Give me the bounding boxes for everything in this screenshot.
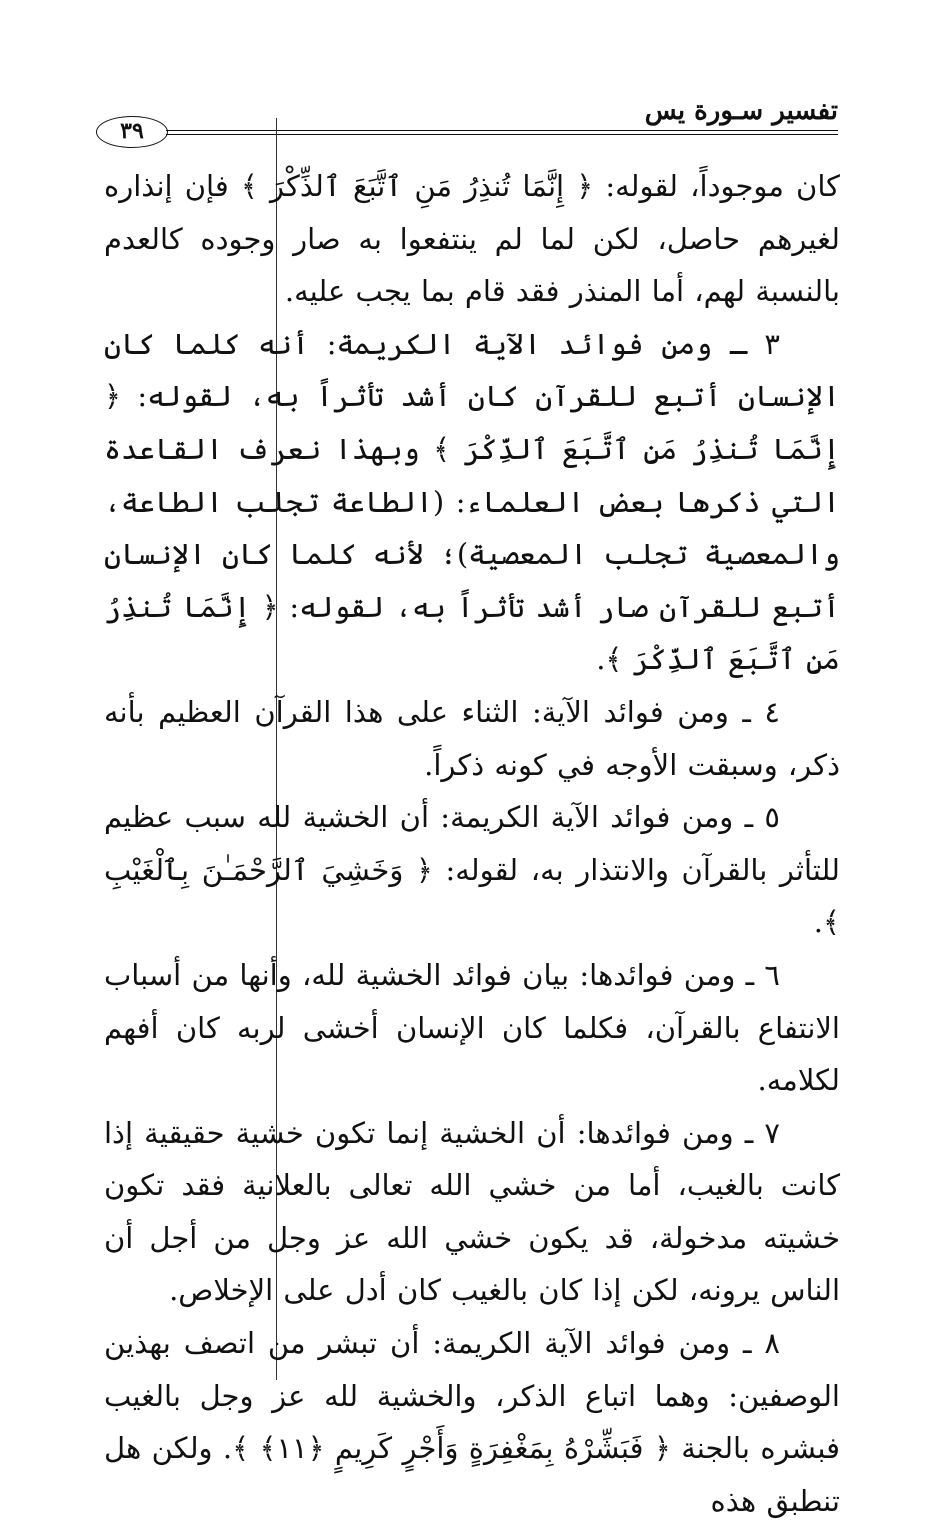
paragraph-benefit-6: ٦ ـ ومن فوائدها: بيان فوائد الخشية لله، وأنها من أسباب الانتفاع بالقرآن، فكلما كان الإنسان أخشى لربه كان أفهم لكلامه. (104, 957, 840, 1098)
paragraph-benefit-5: ٥ ـ ومن فوائد الآية الكريمة: أن الخشية لله سبب عظيم للتأثر بالقرآن والانتذار به، لقوله: ﴿ وَخَشِيَ ٱلرَّحْمَـٰنَ بِٱلْغَيْبِ ﴾. (104, 800, 840, 940)
paragraph-benefit-4: ٤ ـ ومن فوائد الآية: الثناء على هذا القرآن العظيم بأنه ذكر، وسبقت الأوجه في كونه ذكراً. (104, 694, 840, 782)
paragraph-benefit-7: ٧ ـ ومن فوائدها: أن الخشية إنما تكون خشية حقيقية إذا كانت بالغيب، أما من خشي الله تعالى بالعلانية فقد تكون خشيته مدخولة، قد يكون خشي الله عز وجل من أجل أن الناس يرونه، لكن إذا كان بالغيب كان أدل على الإخلاص. (104, 1115, 840, 1308)
paragraph-benefit-3: ٣ ـ ومن فوائد الآية الكريمة: أنه كلما كان الإنسان أتبع للقرآن كان أشد تأثراً به، لقوله: ﴿ إِنَّمَا تُنذِرُ مَنِ ٱتَّبَعَ ٱلذِّكْرَ ﴾ وبهذا نعرف القاعدة التي ذكرها بعض العلماء: (الطاعة تجلب الطاعة، والمعصية تجلب المعصية)؛ لأنه كلما كان الإنسان أتبع للقرآن صار أشد تأثراً به، لقوله: ﴿ إِنَّمَا تُنذِرُ مَنِ ٱتَّبَعَ ٱلذِّكْرَ ﴾. (104, 326, 840, 677)
paragraph-continuation: كان موجوداً، لقوله: ﴿ إِنَّمَا تُنذِرُ مَنِ ٱتَّبَعَ ٱلذِّكْرَ ﴾ فإن إنذاره لغيرهم حاصل، لكن لما لم ينتفعوا به صار وجوده كالعدم بالنسبة لهم، أما المنذر فقد قام بما يجب عليه. (104, 169, 840, 309)
page-number: ٣٩ (96, 116, 168, 148)
header-rule (166, 130, 838, 135)
body-text (104, 160, 840, 1527)
running-title: تفسير سـورة يس (644, 96, 838, 126)
paragraph-benefit-8: ٨ ـ ومن فوائد الآية الكريمة: أن تبشر من اتصف بهذين الوصفين: وهما اتباع الذكر، والخشية لله عز وجل بالغيب فبشره بالجنة ﴿ فَبَشِّرْهُ بِمَغْفِرَةٍ وَأَجْرٍ كَرِيمٍ ﴿١١﴾ ﴾. ولكن هل تنطبق هذه (104, 1326, 840, 1518)
page-header (96, 96, 838, 148)
